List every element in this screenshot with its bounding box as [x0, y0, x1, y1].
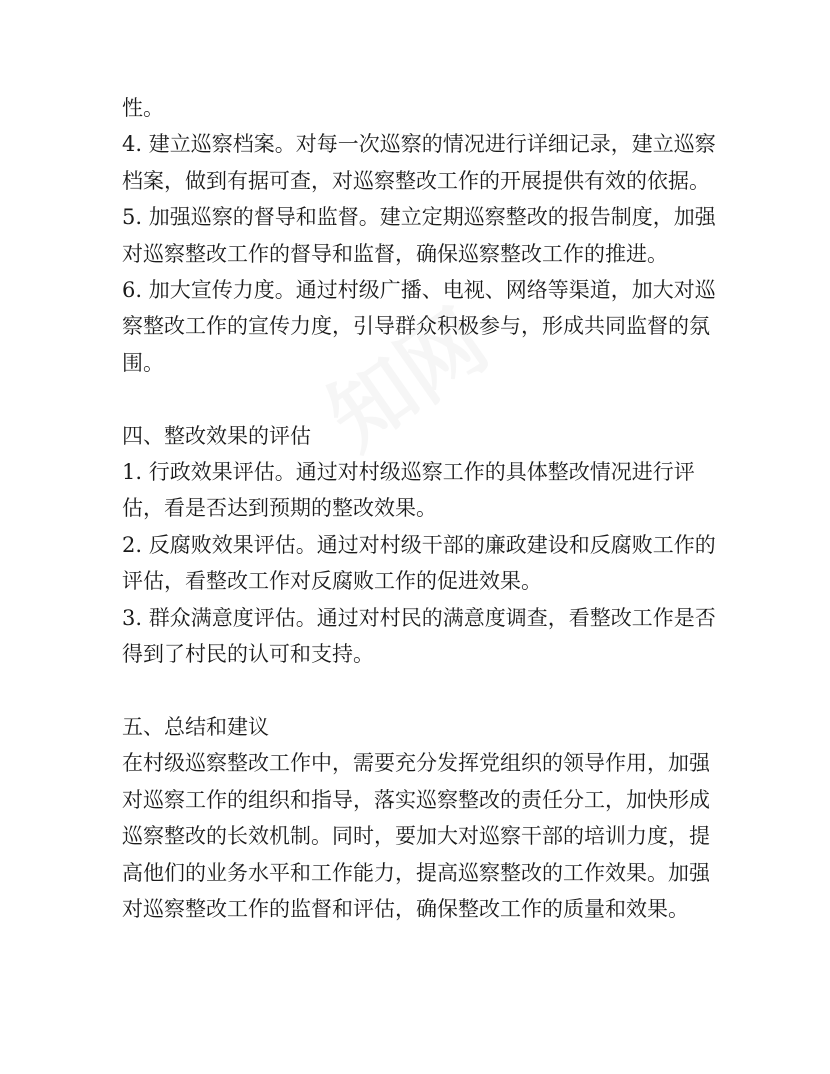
- list-item: 6. 加大宣传力度。通过村级广播、电视、网络等渠道，加大对巡察整改工作的宣传力度，引导群众积极参与，形成共同监督的氛围。: [122, 278, 716, 375]
- paragraph-spacer: [122, 672, 722, 708]
- body-paragraph: 在村级巡察整改工作中，需要充分发挥党组织的领导作用，加强对巡察工作的组织和指导，落实巡察整改的责任分工，加快形成巡察整改的长效机制。同时，要加大对巡察干部的培训力度，提高他们的业务水平和工作能力，提高巡察整改的工作效果。加强对巡察整改工作的监督和评估，确保整改工作的质量和效果。: [122, 751, 710, 921]
- continuation-text: 性。: [122, 96, 164, 120]
- section-heading: 四、整改效果的评估: [122, 423, 311, 448]
- list-item: 2. 反腐败效果评估。通过对村级干部的廉政建设和反腐败工作的评估，看整改工作对反腐败工作的促进效果。: [122, 532, 716, 594]
- paragraph-spacer: [122, 381, 722, 417]
- list-item: 3. 群众满意度评估。通过对村民的满意度调查，看整改工作是否得到了村民的认可和支持。: [122, 605, 716, 667]
- document-body: [122, 90, 722, 927]
- list-item: 5. 加强巡察的督导和监督。建立定期巡察整改的报告制度，加强对巡察整改工作的督导和监督，确保巡察整改工作的推进。: [122, 205, 716, 266]
- section-heading: 五、总结和建议: [122, 714, 269, 739]
- list-item: 4. 建立巡察档案。对每一次巡察的情况进行详细记录，建立巡察档案，做到有据可查，对巡察整改工作的开展提供有效的依据。: [122, 132, 716, 193]
- list-item: 1. 行政效果评估。通过对村级巡察工作的具体整改情况进行评估，看是否达到预期的整改效果。: [122, 460, 695, 521]
